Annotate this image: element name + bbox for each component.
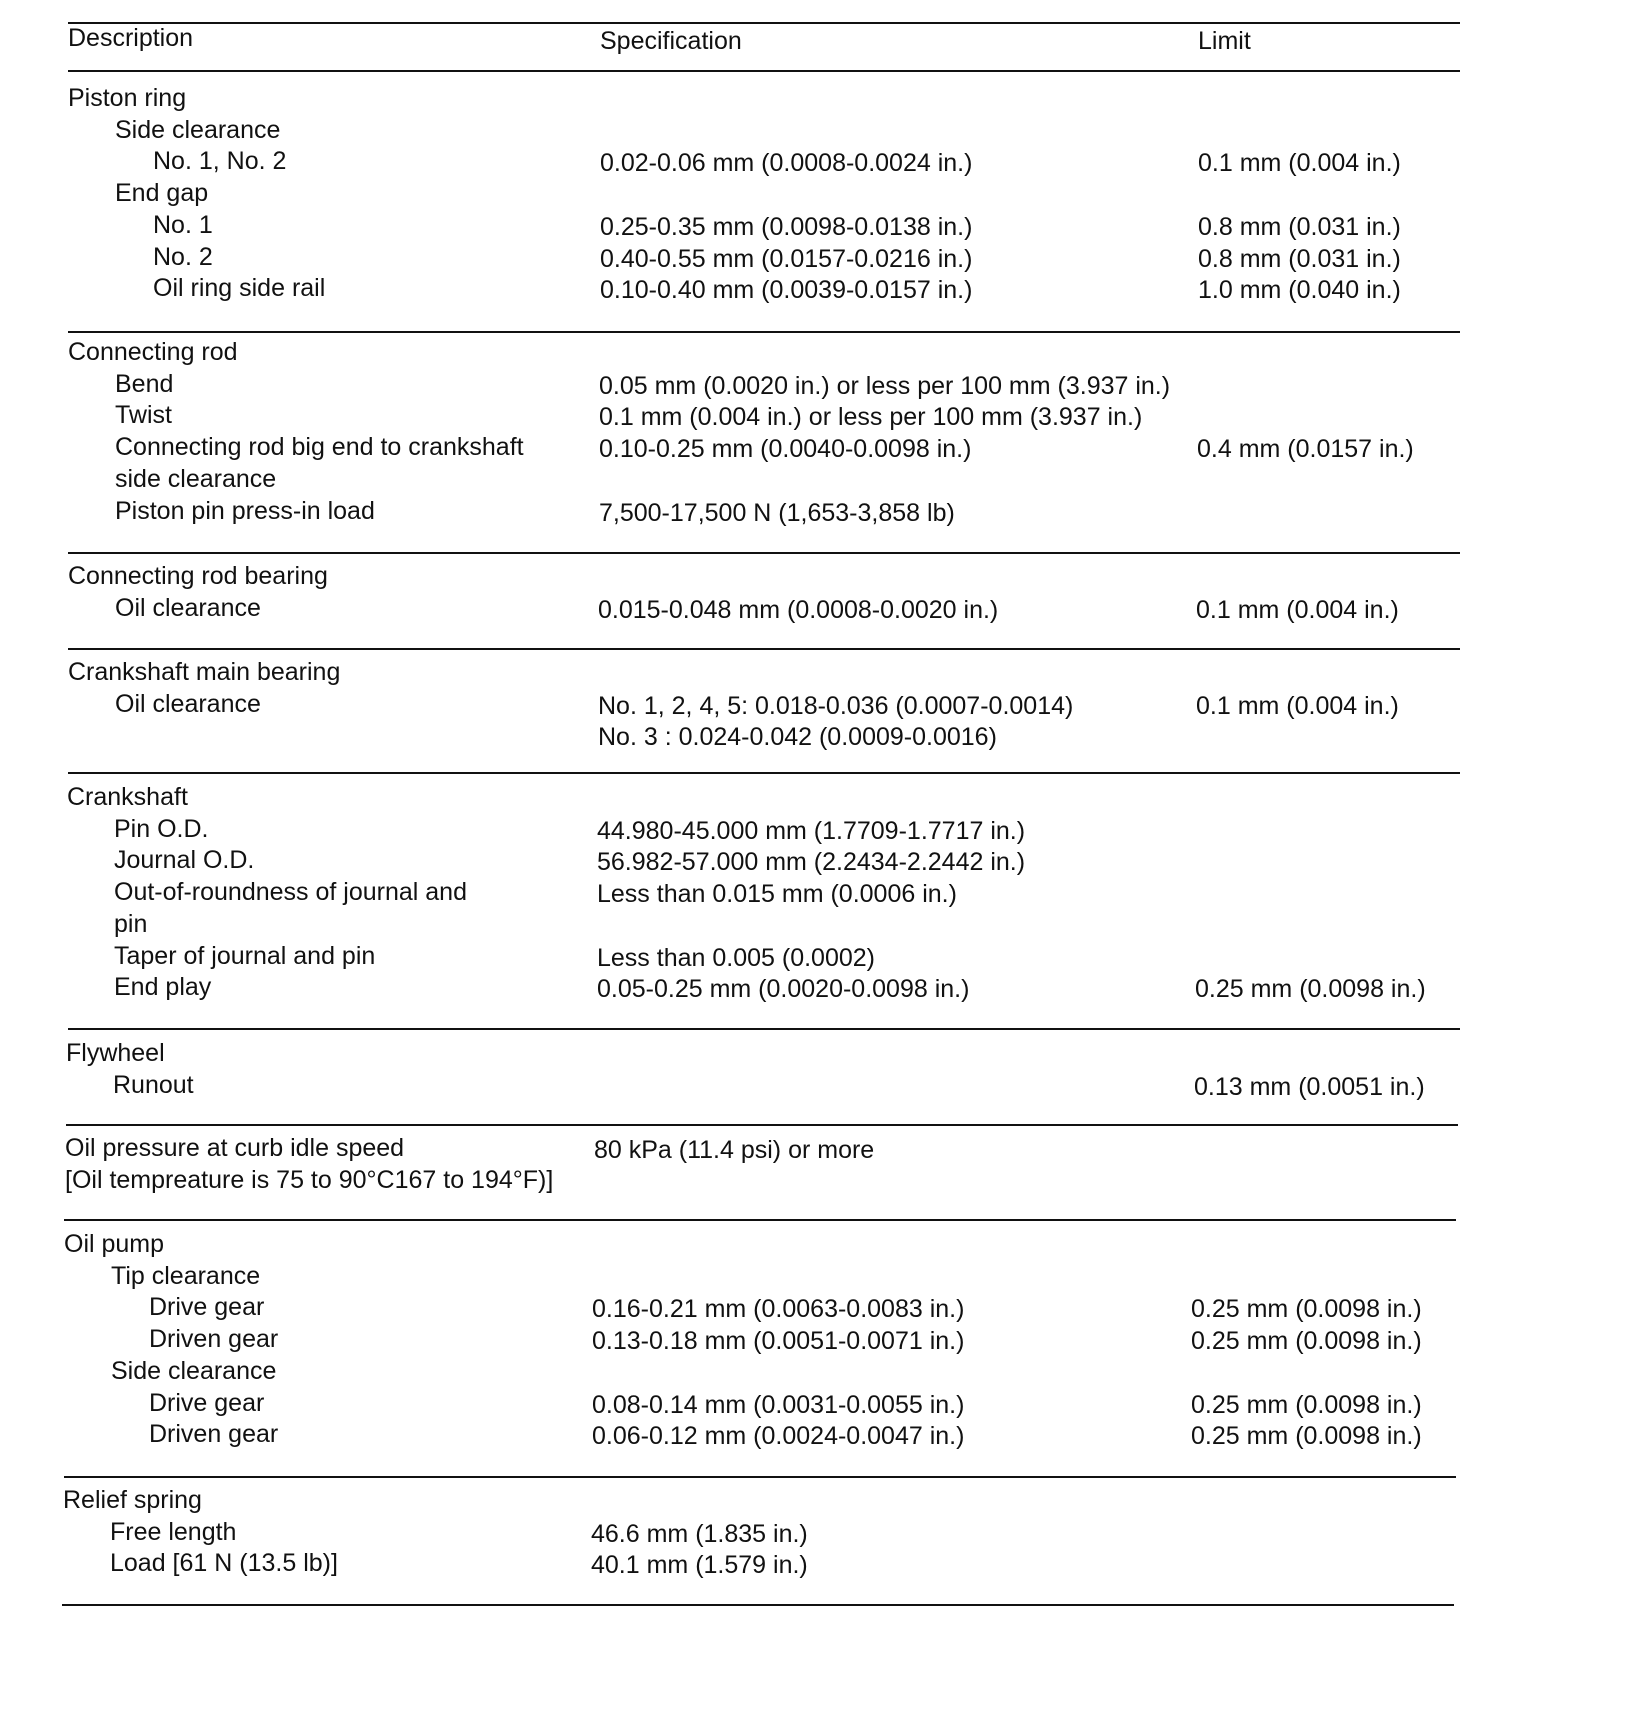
row-limit: 0.8 mm (0.031 in.)	[1198, 212, 1401, 241]
section-title: Crankshaft	[67, 783, 188, 811]
section-divider	[68, 331, 1460, 333]
row-limit: 0.25 mm (0.0098 in.)	[1195, 975, 1426, 1004]
row-limit: 0.1 mm (0.004 in.)	[1196, 595, 1399, 624]
row-label: End play	[114, 973, 212, 1002]
row-label: Driven gear	[149, 1420, 279, 1449]
row-specification: 0.1 mm (0.004 in.) or less per 100 mm (3.937 in.)	[599, 403, 1143, 432]
row-label: pin	[114, 909, 148, 938]
section-divider	[68, 772, 1460, 774]
row-specification: 56.982-57.000 mm (2.2434-2.2442 in.)	[597, 848, 1026, 877]
row-limit: 0.13 mm (0.0051 in.)	[1194, 1072, 1425, 1101]
section-divider	[68, 552, 1460, 554]
row-specification: 40.1 mm (1.579 in.)	[591, 1551, 808, 1580]
section-divider	[66, 1124, 1458, 1126]
row-limit: 0.8 mm (0.031 in.)	[1198, 244, 1401, 273]
row-specification: 46.6 mm (1.835 in.)	[591, 1519, 808, 1548]
row-limit: 0.4 mm (0.0157 in.)	[1197, 435, 1414, 464]
row-limit: 0.25 mm (0.0098 in.)	[1191, 1422, 1422, 1451]
row-label: No. 1, No. 2	[153, 147, 287, 176]
section-title: Connecting rod	[68, 338, 238, 366]
row-label: Load [61 N (13.5 lb)]	[110, 1549, 338, 1578]
row-label: Oil clearance	[115, 689, 261, 718]
row-specification: 0.05-0.25 mm (0.0020-0.0098 in.)	[597, 975, 970, 1004]
section-divider	[68, 648, 1460, 650]
row-label: [Oil tempreature is 75 to 90°C167 to 194°F)]	[65, 1165, 554, 1194]
row-label: Taper of journal and pin	[114, 941, 376, 970]
row-specification: 0.10-0.25 mm (0.0040-0.0098 in.)	[599, 435, 972, 464]
row-specification: 0.05 mm (0.0020 in.) or less per 100 mm (3.937 in.)	[599, 371, 1171, 400]
row-limit: 0.1 mm (0.004 in.)	[1196, 691, 1399, 720]
row-label: Side clearance	[115, 115, 281, 144]
section-title: Flywheel	[66, 1039, 165, 1067]
row-limit: 1.0 mm (0.040 in.)	[1198, 276, 1401, 305]
row-label: No. 1	[153, 210, 213, 239]
row-specification: Less than 0.015 mm (0.0006 in.)	[597, 880, 957, 909]
row-label: side clearance	[115, 464, 277, 493]
row-specification: 44.980-45.000 mm (1.7709-1.7717 in.)	[597, 816, 1026, 845]
section-title: Connecting rod bearing	[68, 562, 328, 590]
row-label: Connecting rod big end to crankshaft	[115, 433, 524, 462]
section-title: Piston ring	[68, 84, 187, 112]
row-label: Driven gear	[149, 1325, 279, 1354]
section-divider	[62, 1604, 1454, 1606]
row-label: Side clearance	[111, 1356, 277, 1385]
header-limit: Limit	[1198, 27, 1251, 55]
section-title: Relief spring	[63, 1486, 202, 1514]
row-label: Twist	[115, 401, 172, 430]
header-description: Description	[68, 24, 194, 52]
row-label: Oil clearance	[115, 593, 261, 622]
table-top-rule	[68, 22, 1460, 24]
row-limit: 0.1 mm (0.004 in.)	[1198, 149, 1401, 178]
row-label: Drive gear	[149, 1388, 265, 1417]
section-title: Oil pump	[64, 1230, 165, 1258]
row-specification: 0.06-0.12 mm (0.0024-0.0047 in.)	[592, 1422, 965, 1451]
section-title-spec: 80 kPa (11.4 psi) or more	[594, 1136, 875, 1164]
row-label: Pin O.D.	[114, 814, 209, 843]
row-label: Free length	[110, 1517, 237, 1546]
row-label: Piston pin press-in load	[115, 496, 375, 525]
row-label: Out-of-roundness of journal and	[114, 878, 467, 907]
row-specification: 0.015-0.048 mm (0.0008-0.0020 in.)	[598, 595, 999, 624]
row-specification: 0.25-0.35 mm (0.0098-0.0138 in.)	[600, 212, 973, 241]
row-limit: 0.25 mm (0.0098 in.)	[1191, 1295, 1422, 1324]
row-label: Tip clearance	[111, 1261, 261, 1290]
section-title: Oil pressure at curb idle speed	[65, 1134, 405, 1162]
section-divider	[64, 1219, 1456, 1221]
row-label: No. 2	[153, 242, 213, 271]
section-divider	[68, 1028, 1460, 1030]
row-label: Runout	[113, 1070, 194, 1099]
row-specification: 0.10-0.40 mm (0.0039-0.0157 in.)	[600, 276, 973, 305]
row-specification: 0.16-0.21 mm (0.0063-0.0083 in.)	[592, 1295, 965, 1324]
row-specification: 0.40-0.55 mm (0.0157-0.0216 in.)	[600, 244, 973, 273]
row-specification: No. 3 : 0.024-0.042 (0.0009-0.0016)	[598, 723, 997, 752]
row-limit: 0.25 mm (0.0098 in.)	[1191, 1327, 1422, 1356]
section-title: Crankshaft main bearing	[68, 658, 341, 686]
header-specification: Specification	[600, 27, 742, 55]
row-label: Oil ring side rail	[153, 274, 326, 303]
row-label: Bend	[115, 369, 174, 398]
section-divider	[64, 1476, 1456, 1478]
row-specification: 0.08-0.14 mm (0.0031-0.0055 in.)	[592, 1390, 965, 1419]
row-label: End gap	[115, 179, 209, 208]
row-label: Drive gear	[149, 1293, 265, 1322]
row-specification: 0.13-0.18 mm (0.0051-0.0071 in.)	[592, 1327, 965, 1356]
row-limit: 0.25 mm (0.0098 in.)	[1191, 1390, 1422, 1419]
row-specification: No. 1, 2, 4, 5: 0.018-0.036 (0.0007-0.0014)	[598, 691, 1074, 720]
row-label: Journal O.D.	[114, 846, 255, 875]
row-specification: 7,500-17,500 N (1,653-3,858 lb)	[599, 498, 955, 527]
header-bottom-rule	[68, 70, 1460, 72]
row-specification: Less than 0.005 (0.0002)	[597, 943, 875, 972]
row-specification: 0.02-0.06 mm (0.0008-0.0024 in.)	[600, 149, 973, 178]
